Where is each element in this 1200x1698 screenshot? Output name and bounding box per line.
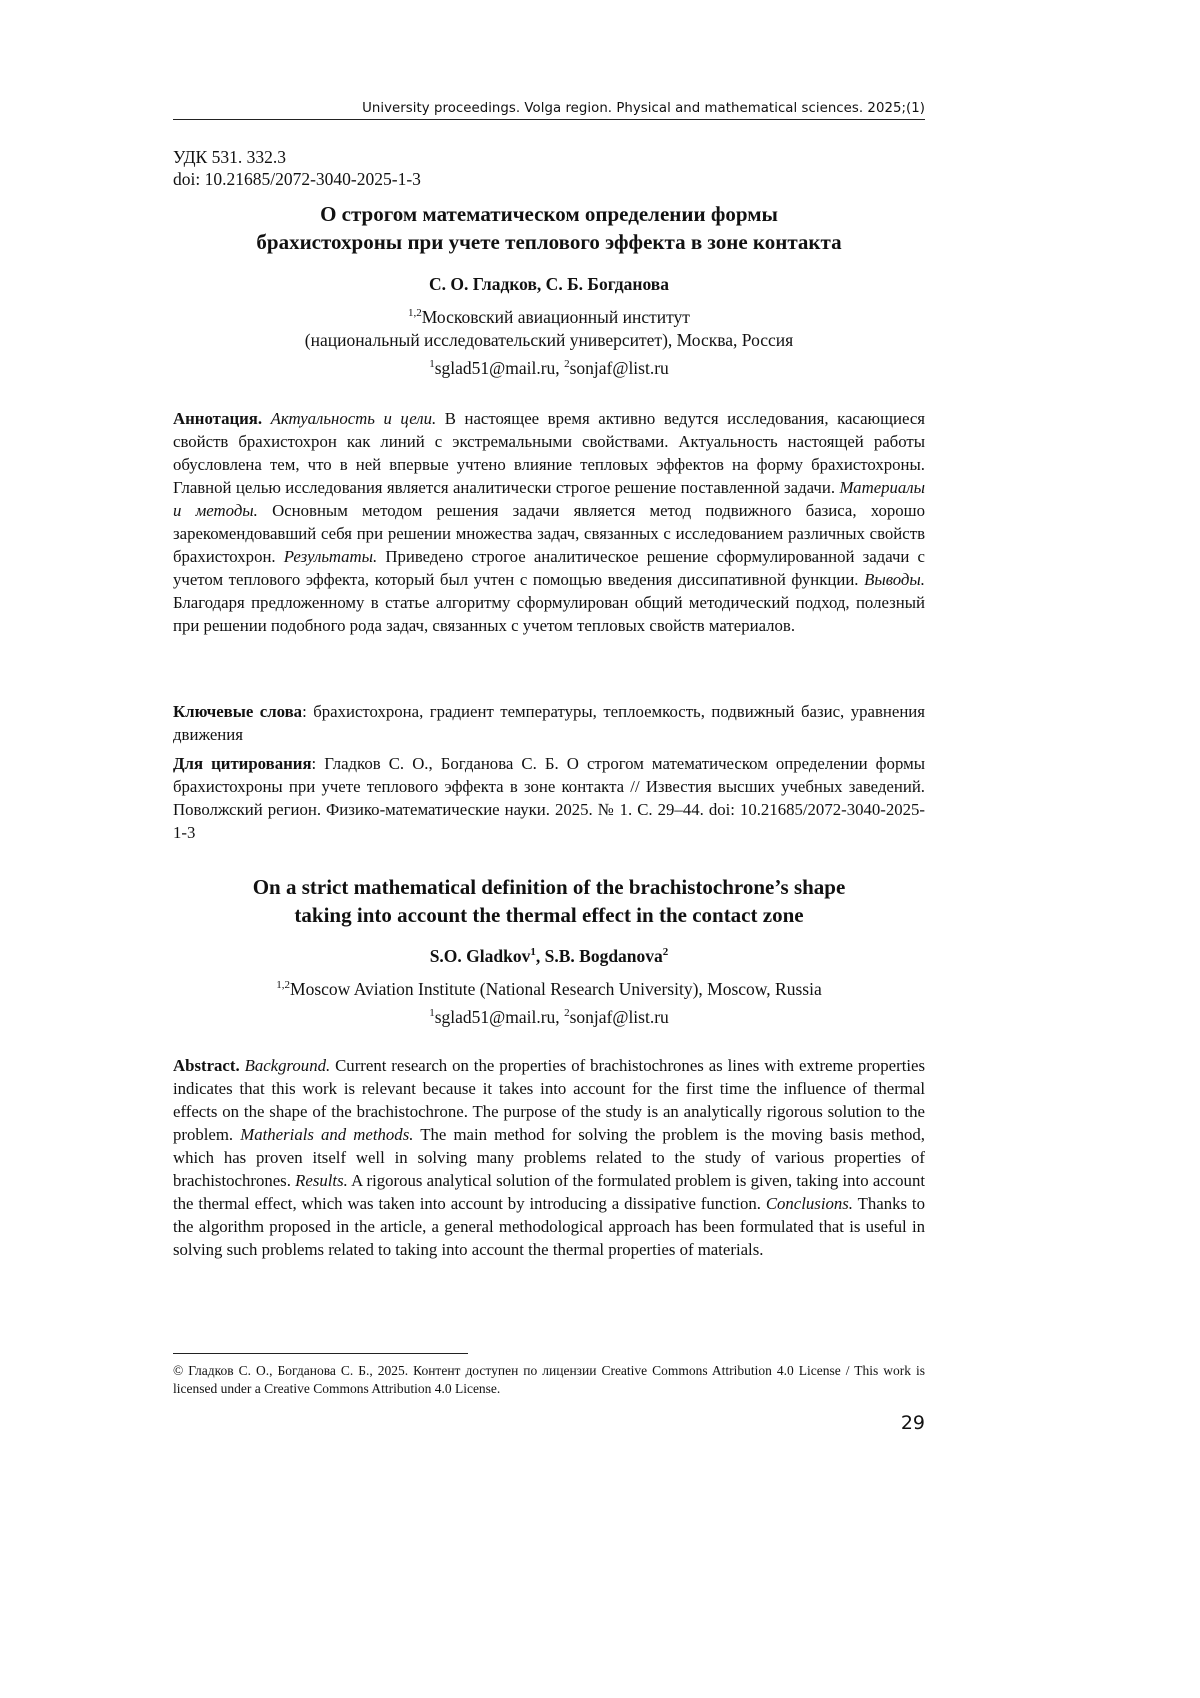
ru-title-line1: О строгом математическом определении формы (320, 202, 778, 226)
ru-results-label: Результаты. (283, 547, 378, 566)
en-abstract-label: Abstract. (173, 1056, 240, 1075)
ru-conclusions-text: Благодаря предложенному в статье алгоритму сформулирован общий методический подход, полезный при решении подобного рода задач, связанных с учетом тепловых свойств материалов. (173, 593, 925, 635)
en-email2[interactable]: sonjaf@list.ru (569, 1007, 669, 1027)
en-results-text: A rigorous analytical solution of the formulated problem is given, taking into account the thermal effect, which was taken into account by introducing a dissipative function. (173, 1171, 925, 1213)
en-title-line2: taking into account the thermal effect in the contact zone (294, 903, 804, 927)
ru-keywords-label: Ключевые слова (173, 702, 303, 721)
udk-code: УДК 531. 332.3 (173, 147, 286, 167)
ru-email1[interactable]: sglad51@mail.ru, (434, 358, 565, 378)
ru-bg-label: Актуальность и цели. (270, 409, 437, 428)
en-results-label: Results. (295, 1171, 348, 1190)
ru-title-line2: брахистохроны при учете теплового эффекта в зоне контакта (256, 230, 842, 254)
identifiers (173, 146, 421, 190)
en-bg-text: Current research on the properties of brachistochrones as lines with extreme properties indicates that this work is relevant because it takes into account for the first time the influence of thermal effects on the shape of the brachistochrone. The purpose of the study is an analytically rigorous solution to the problem. (173, 1056, 925, 1144)
en-title (173, 873, 925, 929)
ru-citation (173, 752, 925, 844)
footnote-divider (173, 1353, 468, 1354)
en-conclusions-text: Thanks to the algorithm proposed in the article, a general methodological approach has been formulated that is useful in solving such problems related to taking into account the thermal properties of materials. (173, 1194, 925, 1259)
en-author1: S.O. Gladkov (429, 946, 531, 966)
en-author1-sup: 1 (530, 946, 536, 959)
ru-abstract-label: Аннотация. (173, 409, 263, 428)
en-affiliation (173, 978, 925, 1029)
en-emails (173, 1006, 925, 1029)
ru-conclusions-label: Выводы. (864, 570, 925, 589)
en-authors (173, 945, 925, 967)
ru-affiliation (173, 306, 925, 380)
en-affil-sup: 1,2 (276, 979, 291, 992)
en-abstract (173, 1054, 925, 1261)
ru-affil-line2: (национальный исследовательский университет), Москва, Россия (304, 330, 794, 350)
ru-title (173, 200, 925, 256)
ru-citation-text: : Гладков С. О., Богданова С. Б. О строгом математическом определении формы брахистохроны при учете теплового эффекта в зоне контакта // Известия высших учебных заведений. Поволжский регион. Физико-математические науки. 2025. № 1. С. 29–44. doi: 10.21685/2072-3040-2025-1-3 (173, 754, 925, 842)
en-author2-sup: 2 (662, 946, 669, 959)
ru-authors: С. О. Гладков, С. Б. Богданова (428, 274, 669, 294)
ru-email2[interactable]: sonjaf@list.ru (569, 358, 669, 378)
ru-bg-text: В настоящее время активно ведутся исследования, касающиеся свойств брахистохрон как линий с экстремальными свойствами. Актуальность настоящей работы обусловлена тем, что в ней впервые учтено влияние тепловых эффектов на форму брахистохроны. Главной целью исследования является аналитически строгое решение поставленной задачи. (173, 409, 925, 497)
ru-methods-text: Основным методом решения задачи является метод подвижного базиса, хорошо зарекомендовавший себя при решении множества задач, связанных с исследованием различных свойств брахистохрон. (173, 501, 925, 566)
running-head: University proceedings. Volga region. Physical and mathematical sciences. 2025;(1) (173, 101, 925, 120)
ru-methods-label: Материалы и методы. (173, 478, 925, 520)
en-affil-text: Moscow Aviation Institute (National Research University), Moscow, Russia (290, 979, 822, 999)
en-author-sep: , (535, 946, 545, 966)
ru-affil-sup: 1,2 (408, 307, 422, 320)
ru-email2-sup: 2 (564, 358, 570, 371)
ru-results-text: Приведено строгое аналитическое решение сформулированной задачи с учетом теплового эффекта, который был учтен с помощью введения диссипативной функции. (173, 547, 925, 589)
en-email2-sup: 2 (564, 1007, 570, 1020)
ru-citation-label: Для цитирования (173, 754, 312, 773)
en-author2: S.B. Bogdanova (544, 946, 663, 966)
en-conclusions-label: Conclusions. (765, 1194, 854, 1213)
en-bg-label: Background. (244, 1056, 331, 1075)
ru-affil-line1: Московский авиационный институт (421, 307, 690, 327)
en-title-line1: On a strict mathematical definition of the brachistochrone’s shape (252, 875, 846, 899)
ru-keywords-text: : брахистохрона, градиент температуры, теплоемкость, подвижный базис, уравнения движения (173, 702, 925, 744)
ru-abstract (173, 407, 925, 637)
ru-keywords (173, 700, 925, 746)
en-methods-label: Matherials and methods. (240, 1125, 414, 1144)
ru-email1-sup: 1 (429, 358, 435, 371)
doi: doi: 10.21685/2072-3040-2025-1-3 (173, 169, 421, 189)
en-email1[interactable]: sglad51@mail.ru, (434, 1007, 565, 1027)
en-methods-text: The main method for solving the problem is the moving basis method, which has proven itself well in solving many problems related to the study of various properties of brachistochrones. (173, 1125, 925, 1190)
en-email1-sup: 1 (429, 1007, 435, 1020)
page-number: 29 (900, 1412, 925, 1434)
ru-emails (173, 357, 925, 380)
license-footnote: © Гладков С. О., Богданова С. Б., 2025. Контент доступен по лицензии Creative Commons Attribution 4.0 License / This work is licensed under a Creative Commons Attribution 4.0 License. (173, 1363, 925, 1396)
